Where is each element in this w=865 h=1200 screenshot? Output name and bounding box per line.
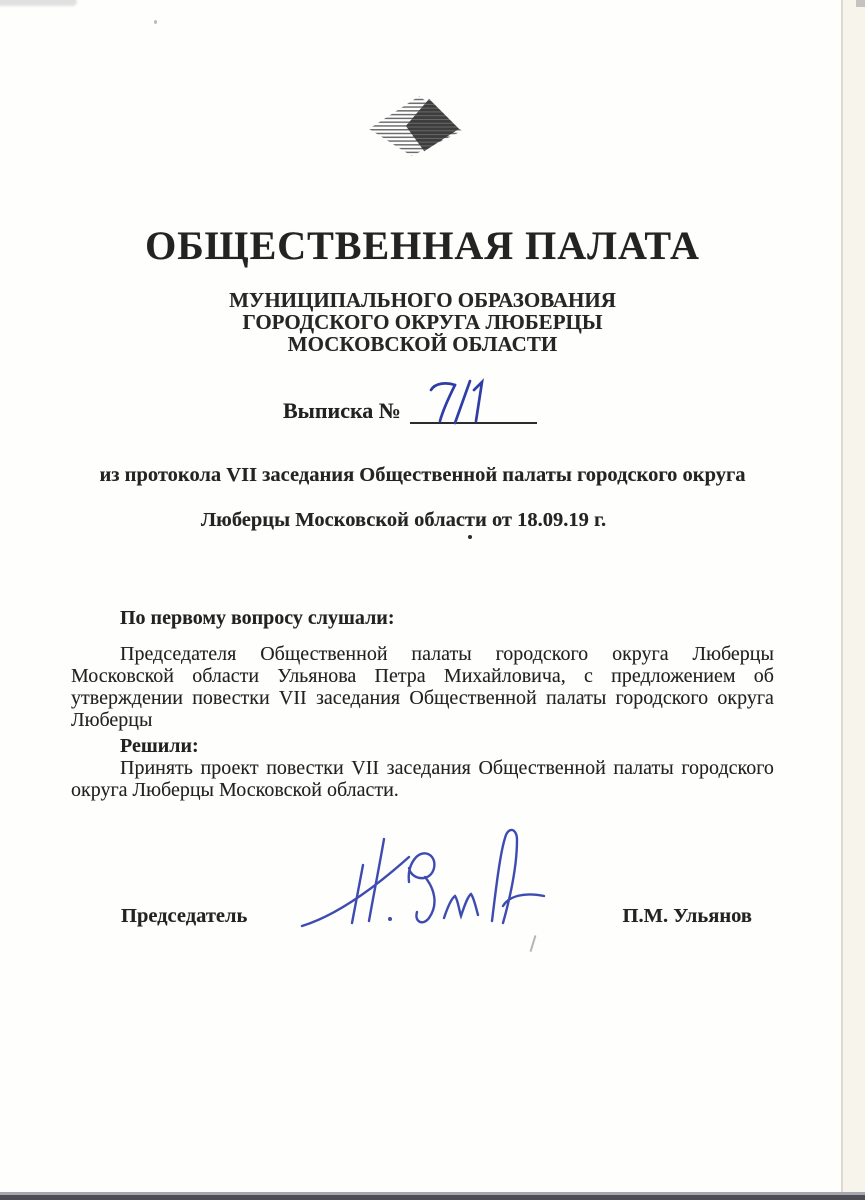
signature-ink-icon	[296, 826, 548, 932]
organization-logo-icon	[369, 94, 462, 158]
text-line: Люберцы	[71, 709, 153, 731]
scan-smudge-topleft	[0, 0, 77, 6]
extract-number-row	[283, 398, 537, 424]
heard-heading: По первому вопросу слушали:	[120, 607, 395, 629]
extract-number-label: Выписка №	[283, 398, 401, 423]
heard-paragraph	[71, 643, 774, 731]
text-line: округа Люберцы Московской области.	[71, 779, 399, 801]
scan-speck	[154, 20, 157, 24]
signer-role: Председатель	[121, 905, 248, 927]
text-line: Московской области Ульянова Петра Михайловича, с предложением об	[71, 665, 774, 687]
ink-dot-artifact	[468, 535, 472, 539]
org-title: ОБЩЕСТВЕННАЯ ПАЛАТА	[145, 223, 700, 268]
document-body	[71, 607, 774, 801]
text-line: Принять проект повестки VII заседания Общественной палаты городского	[120, 757, 774, 779]
org-subtitle	[71, 289, 774, 355]
pen-mark-artifact	[530, 935, 536, 952]
org-subtitle-line: МУНИЦИПАЛЬНОГО ОБРАЗОВАНИЯ	[229, 288, 616, 312]
scan-right-edge-line	[841, 0, 843, 1200]
signer-name: П.М. Ульянов	[622, 905, 752, 927]
protocol-line-2: Люберцы Московской области от 18.09.19 г.	[200, 509, 607, 531]
org-subtitle-line: ГОРОДСКОГО ОКРУГА ЛЮБЕРЦЫ	[242, 310, 603, 334]
org-subtitle-line: МОСКОВСКОЙ ОБЛАСТИ	[287, 332, 558, 356]
decided-paragraph	[71, 757, 774, 801]
extract-number-line	[410, 398, 537, 424]
extract-number-handwriting	[424, 377, 494, 425]
scan-mark-topright	[856, 0, 865, 7]
text-line: утверждении повестки VII заседания Общественной палаты городского округа	[71, 687, 774, 709]
scan-right-paper-edge	[843, 0, 865, 1200]
scan-bottom-edge	[0, 1195, 865, 1200]
decided-heading: Решили:	[120, 735, 199, 757]
protocol-line-1: из протокола VII заседания Общественной палаты городского округа	[99, 464, 746, 486]
text-line: Председателя Общественной палаты городского округа Люберцы	[120, 643, 774, 665]
